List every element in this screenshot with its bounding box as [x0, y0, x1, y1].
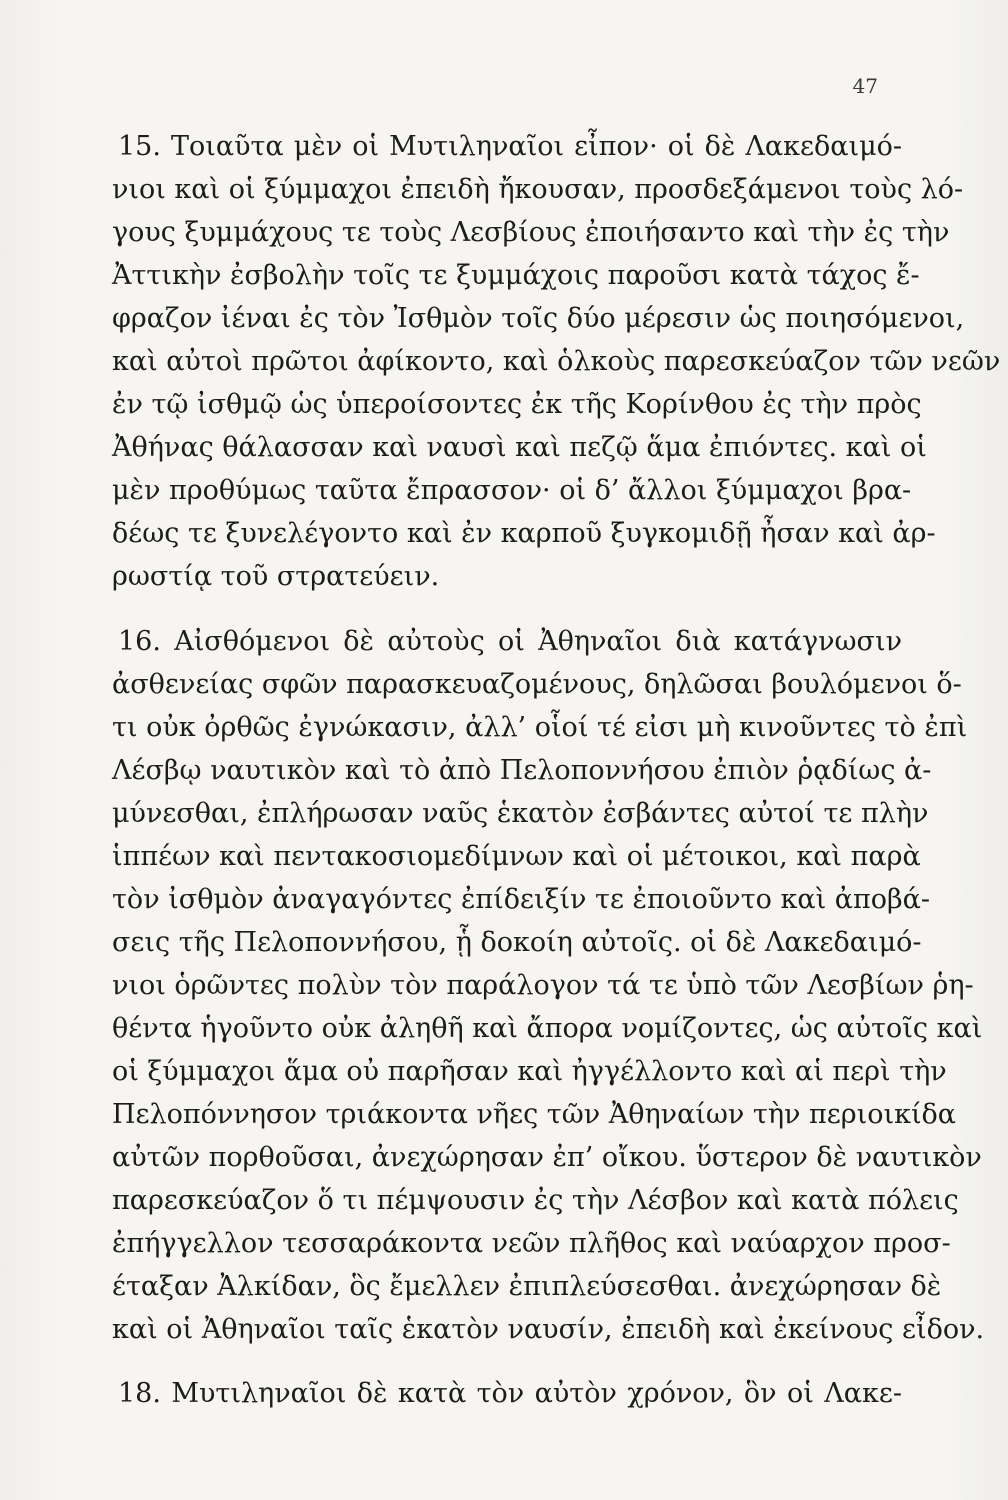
text-line: ἱππέων καὶ πεντακοσιομεδίμνων καὶ οἱ μέτοικοι, καὶ παρὰ [112, 841, 921, 872]
text-line: ἐπήγγελλον τεσσαράκοντα νεῶν πλῆθος καὶ ναύαρχον προσ- [112, 1228, 951, 1259]
text-line: ἀσθενείας σφῶν παρασκευαζομένους, δηλῶσαι βουλόμενοι ὅ- [112, 669, 962, 700]
text-line: 16. Αἰσθόμενοι δὲ αὐτοὺς οἱ Ἀθηναῖοι διὰ κατάγνωσιν [118, 626, 902, 657]
text-line: ἐν τῷ ἰσθμῷ ὡς ὑπεροίσοντες ἐκ τῆς Κορίνθου ἐς τὴν πρὸς [112, 389, 922, 420]
text-line: μὲν προθύμως ταῦτα ἔπρασσον· οἱ δ’ ἄλλοι ξύμμαχοι βρα- [112, 475, 912, 506]
text-line: έταξαν Ἀλκίδαν, ὃς ἔμελλεν ἐπιπλεύσεσθαι. ἀνεχώρησαν δὲ [112, 1271, 942, 1302]
text-line: σεις τῆς Πελοποννήσου, ᾗ δοκοίη αὐτοῖς. οἱ δὲ Λακεδαιμό- [112, 927, 922, 958]
paragraph-16 [112, 620, 985, 1351]
text-line: Λέσβῳ ναυτικὸν καὶ τὸ ἀπὸ Πελοποννήσου ἐπιὸν ῥᾳδίως ἀ- [112, 755, 932, 786]
text-line: αὐτῶν πορθοῦσαι, ἀνεχώρησαν ἐπ’ οἴκου. ὕστερον δὲ ναυτικὸν [112, 1142, 982, 1173]
text-line: φραζον ἰέναι ἐς τὸν Ἰσθμὸν τοῖς δύο μέρεσιν ὡς ποιησόμενοι, [112, 303, 965, 334]
text-line: καὶ αὐτοὶ πρῶτοι ἀφίκοντο, καὶ ὁλκοὺς παρεσκεύαζον τῶν νεῶν [112, 346, 1001, 377]
text-line: παρεσκεύαζον ὅ τι πέμψουσιν ἐς τὴν Λέσβον καὶ κατὰ πόλεις [112, 1185, 959, 1216]
page-number: 47 [852, 74, 878, 98]
text-line: καὶ οἱ Ἀθηναῖοι ταῖς ἑκατὸν ναυσίν, ἐπειδὴ καὶ ἐκείνους εἶδον. [112, 1314, 985, 1345]
text-line: Ἀθήνας θάλασσαν καὶ ναυσὶ καὶ πεζῷ ἅμα ἐπιόντες. καὶ οἱ [112, 432, 927, 463]
text-line: οἱ ξύμμαχοι ἅμα οὐ παρῆσαν καὶ ἠγγέλλοντο καὶ αἱ περὶ τὴν [112, 1056, 947, 1087]
text-line: τι οὐκ ὀρθῶς ἐγνώκασιν, ἀλλ’ οἷοί τέ εἰσι μὴ κινοῦντες τὸ ἐπὶ [112, 712, 968, 743]
paragraph-18 [112, 1372, 902, 1415]
text-line: δέως τε ξυνελέγοντο καὶ ἐν καρποῦ ξυγκομιδῇ ἦσαν καὶ ἀρ- [112, 518, 936, 549]
text-line: 18. Μυτιληναῖοι δὲ κατὰ τὸν αὐτὸν χρόνον, ὃν οἱ Λακε- [118, 1378, 902, 1409]
paragraph-15 [112, 125, 1001, 598]
text-line: ρωστίᾳ τοῦ στρατεύειν. [112, 561, 440, 592]
text-line: Πελοπόννησον τριάκοντα νῆες τῶν Ἀθηναίων τὴν περιοικίδα [112, 1099, 957, 1130]
text-line: νιοι καὶ οἱ ξύμμαχοι ἐπειδὴ ἤκουσαν, προσδεξάμενοι τοὺς λό- [112, 174, 964, 205]
text-line: Ἀττικὴν ἐσβολὴν τοῖς τε ξυμμάχοις παροῦσι κατὰ τάχος ἔ- [112, 260, 920, 291]
text-line: τὸν ἰσθμὸν ἀναγαγόντες ἐπίδειξίν τε ἐποιοῦντο καὶ ἀποβά- [112, 884, 930, 915]
text-line: νιοι ὁρῶντες πολὺν τὸν παράλογον τά τε ὑπὸ τῶν Λεσβίων ῥη- [112, 970, 974, 1001]
text-line: μύνεσθαι, ἐπλήρωσαν ναῦς ἑκατὸν ἐσβάντες αὐτοί τε πλὴν [112, 798, 929, 829]
text-line: θέντα ἡγοῦντο οὐκ ἀληθῆ καὶ ἄπορα νομίζοντες, ὡς αὐτοῖς καὶ [112, 1013, 983, 1044]
text-line: 15. Τοιαῦτα μὲν οἱ Μυτιληναῖοι εἶπον· οἱ δὲ Λακεδαιμό- [118, 131, 902, 162]
text-line: γους ξυμμάχους τε τοὺς Λεσβίους ἐποιήσαντο καὶ τὴν ἐς τὴν [112, 217, 950, 248]
